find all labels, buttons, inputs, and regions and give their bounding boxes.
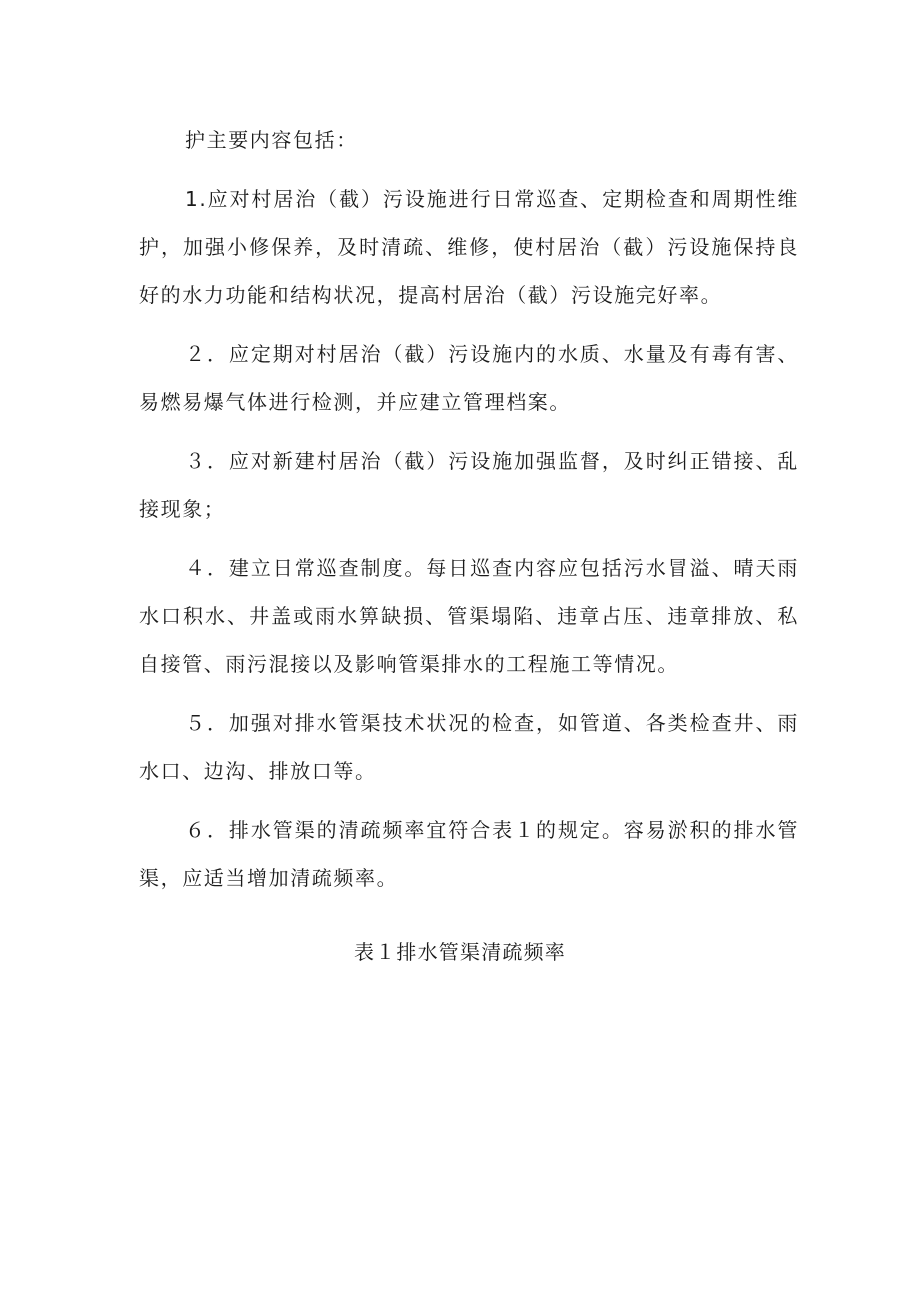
paragraph-item-6: ６．排水管渠的清疏频率宜符合表１的规定。容易淤积的排水管渠，应适当增加清疏频率。 — [139, 818, 799, 890]
paragraph-item-1: 1.应对村居治（截）污设施进行日常巡查、定期检查和周期性维护，加强小修保养，及时清疏、维修，使村居治（截）污设施保持良好的水力功能和结构状况，提高村居治（截）污设施完好率。 — [139, 187, 799, 307]
paragraph-item-3: ３．应对新建村居治（截）污设施加强监督，及时纠正错接、乱接现象； — [139, 449, 799, 521]
paragraph-item-5: ５．加强对排水管渠技术状况的检查，如管道、各类检查井、雨水口、边沟、排放口等。 — [139, 711, 799, 783]
paragraph-intro: 护主要内容包括： — [185, 128, 358, 152]
body-text — [139, 116, 799, 913]
paragraph-item-2: ２．应定期对村居治（截）污设施内的水质、水量及有毒有害、易燃易爆气体进行检测，并应建立管理档案。 — [139, 342, 799, 414]
table-caption: 表１排水管渠清疏频率 — [354, 940, 566, 964]
paragraph-item-4: ４．建立日常巡查制度。每日巡查内容应包括污水冒溢、晴天雨水口积水、井盖或雨水箅缺损、管渠塌陷、违章占压、违章排放、私自接管、雨污混接以及影响管渠排水的工程施工等情况。 — [139, 556, 799, 676]
